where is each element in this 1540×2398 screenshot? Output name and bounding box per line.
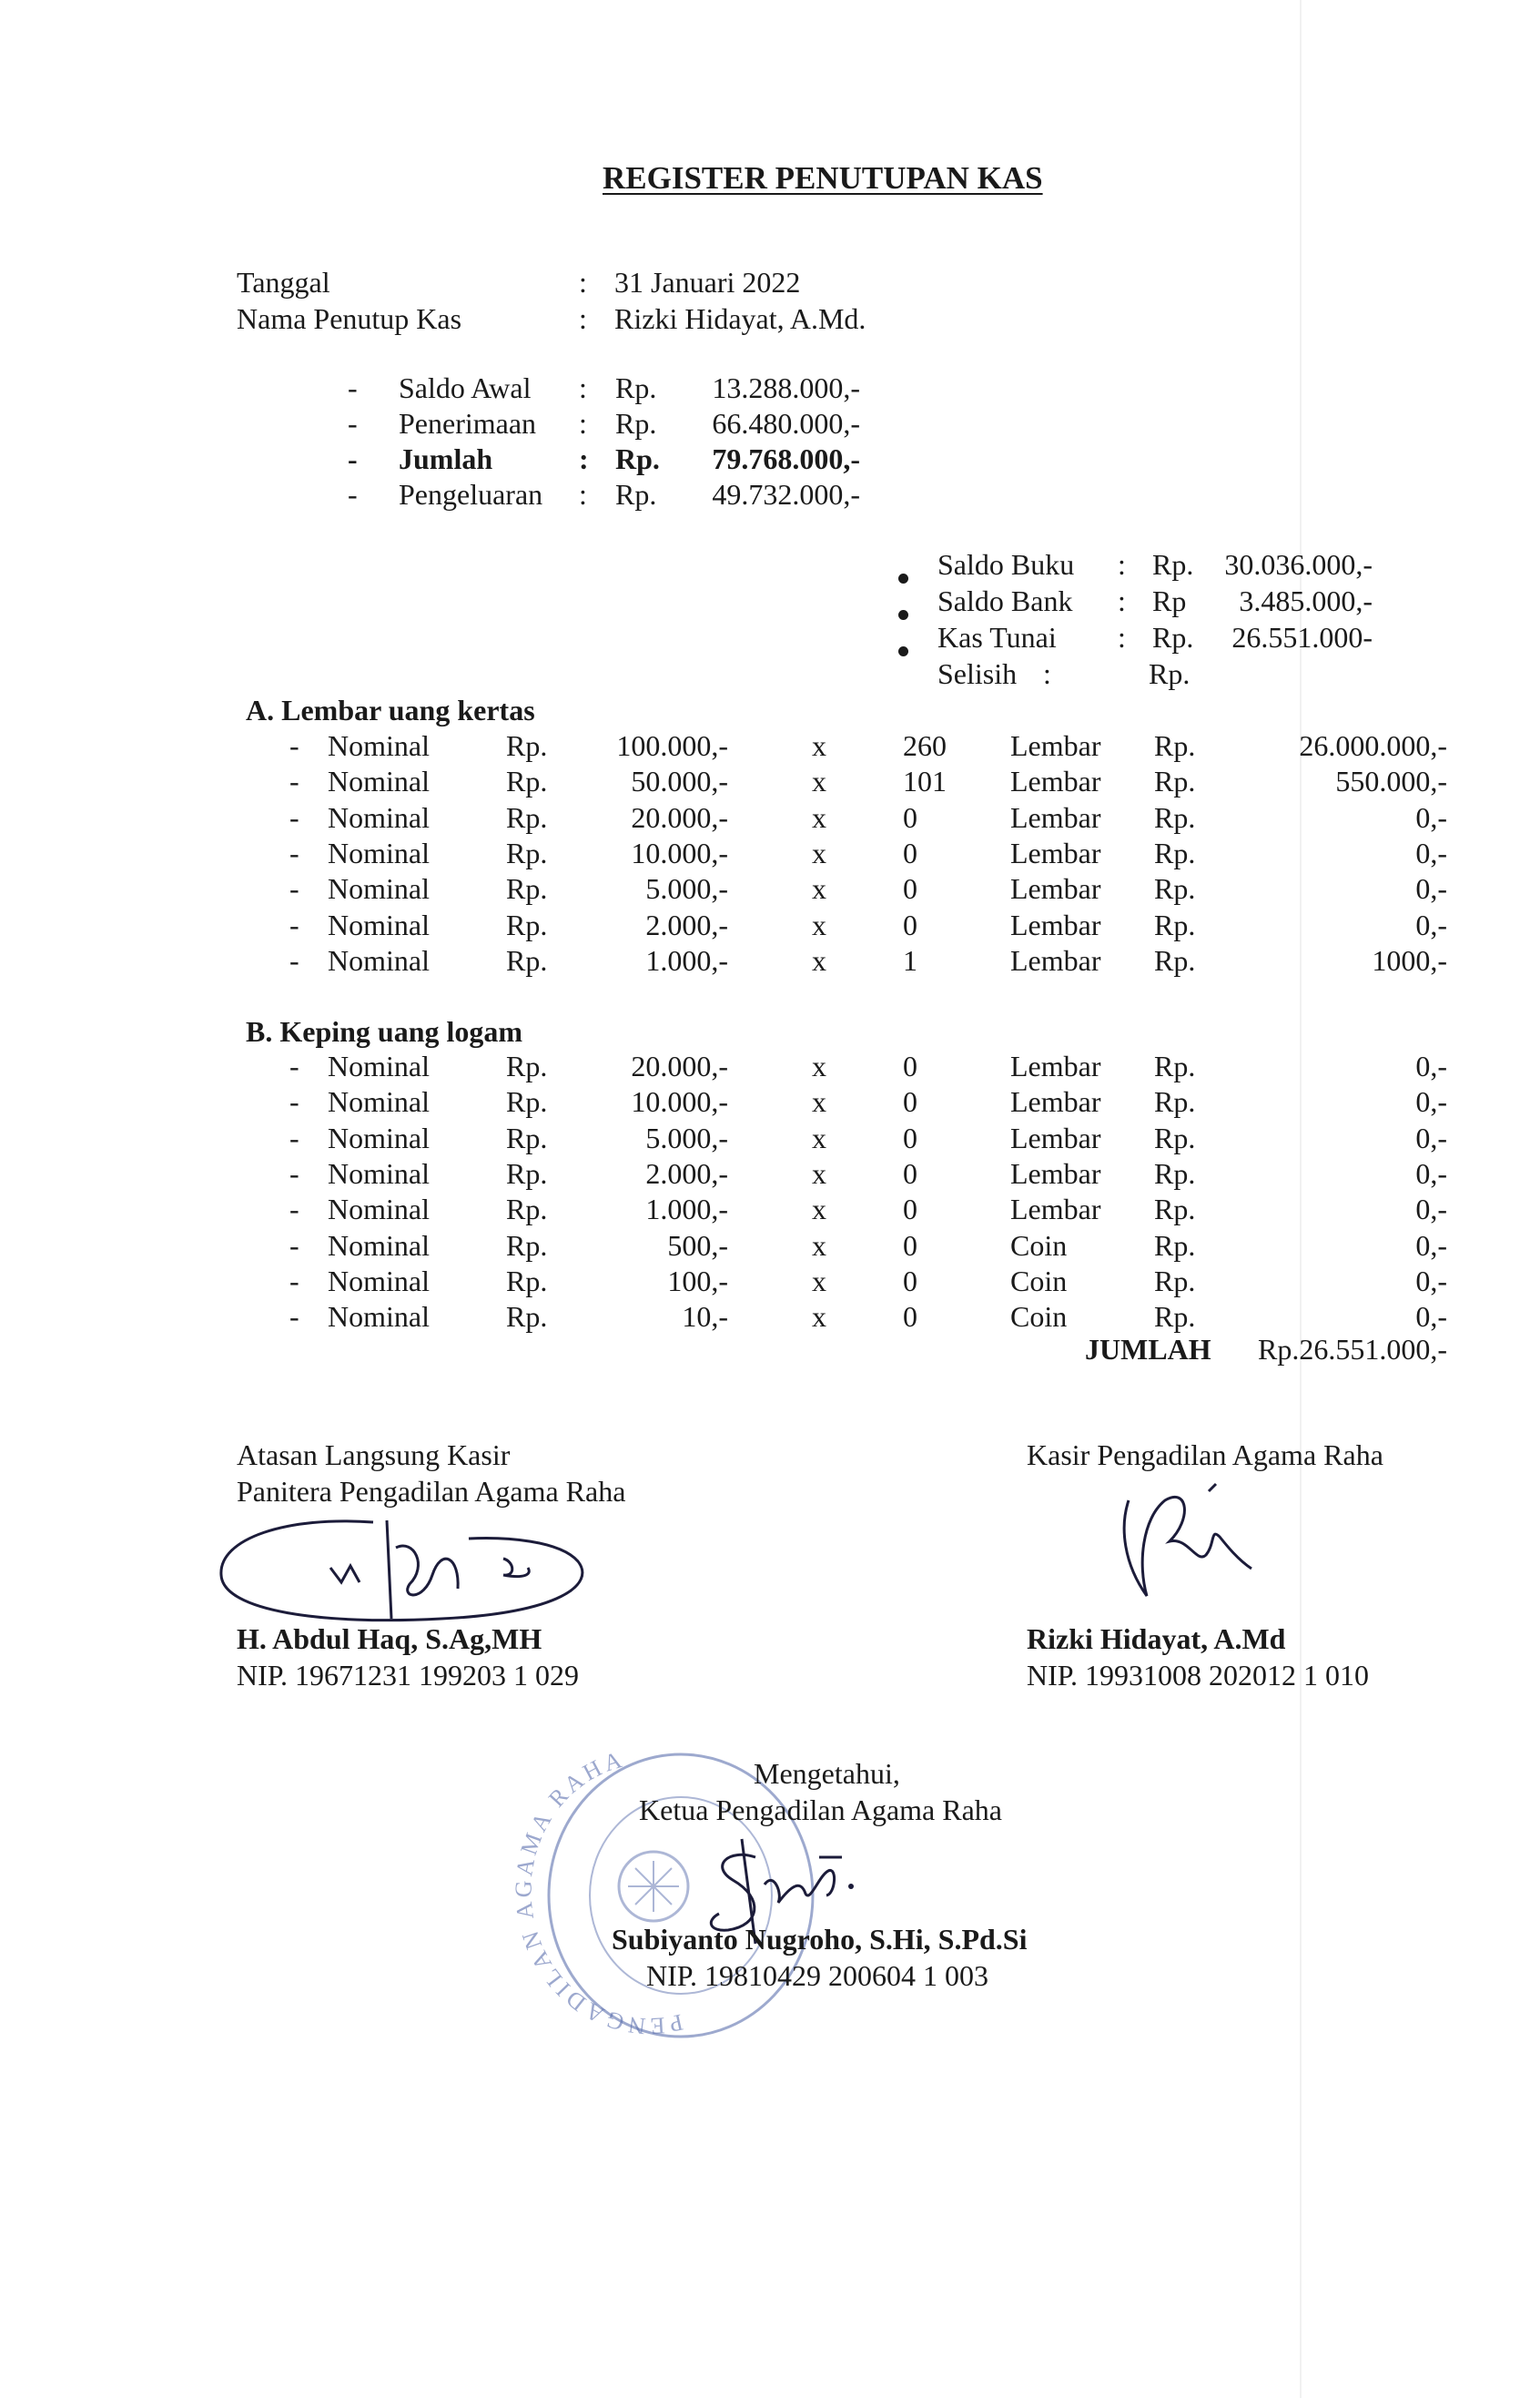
center-sign-line2: Ketua Pengadilan Agama Raha: [639, 1793, 1002, 1826]
row-multiply: x: [812, 1050, 826, 1082]
row-nominal: 20.000,-: [631, 800, 728, 834]
row-multiply: x: [812, 1300, 826, 1334]
summary-colon: :: [579, 371, 587, 404]
row-label: Nominal: [328, 1228, 430, 1262]
left-sign-name: H. Abdul Haq, S.Ag,MH: [237, 1622, 542, 1655]
row-multiply: x: [812, 1228, 826, 1262]
total-label: JUMLAH: [1085, 1333, 1211, 1366]
row-count: 0: [903, 1264, 917, 1297]
row-dash: -: [289, 1228, 299, 1262]
row-currency: Rp.: [506, 872, 548, 906]
row-nominal: 10.000,-: [631, 836, 728, 869]
balance-amount: 3.485.000,-: [1239, 584, 1373, 617]
row-currency: Rp.: [506, 1193, 548, 1226]
row-dash: -: [289, 1121, 299, 1154]
row-total: 0,-: [1415, 872, 1447, 906]
row-count: 0: [903, 1300, 917, 1334]
bullet-icon: [898, 610, 908, 620]
center-sign-line1: Mengetahui,: [754, 1757, 900, 1790]
balance-currency: Rp.: [1152, 621, 1194, 654]
row-currency-2: Rp.: [1154, 1228, 1196, 1262]
row-label: Nominal: [328, 836, 430, 869]
row-dash: -: [289, 1085, 299, 1119]
row-total: 0,-: [1415, 1085, 1447, 1119]
row-count: 1: [903, 943, 917, 977]
row-label: Nominal: [328, 872, 430, 906]
row-nominal: 500,-: [667, 1228, 728, 1262]
row-count: 0: [903, 800, 917, 834]
summary-label: Penerimaan: [399, 407, 537, 440]
bullet-icon: [898, 632, 908, 661]
row-multiply: x: [812, 765, 826, 798]
row-currency-2: Rp.: [1154, 1193, 1196, 1226]
summary-currency: Rp.: [615, 371, 657, 404]
row-unit: Coin: [1010, 1228, 1068, 1262]
row-currency: Rp.: [506, 729, 548, 762]
row-nominal: 1.000,-: [645, 943, 728, 977]
penutup-label: Nama Penutup Kas: [237, 302, 462, 335]
row-currency: Rp.: [506, 800, 548, 834]
right-sign-line1: Kasir Pengadilan Agama Raha: [1027, 1438, 1383, 1471]
row-total: 1000,-: [1372, 943, 1447, 977]
row-currency-2: Rp.: [1154, 943, 1196, 977]
row-multiply: x: [812, 1085, 826, 1119]
row-label: Nominal: [328, 1121, 430, 1154]
left-signature-icon: [214, 1511, 596, 1630]
balance-amount: 26.551.000-: [1231, 621, 1373, 654]
balance-currency: Rp.: [1152, 548, 1194, 581]
tanggal-label: Tanggal: [237, 266, 330, 299]
row-unit: Lembar: [1010, 729, 1101, 762]
row-currency: Rp.: [506, 1264, 548, 1297]
row-currency-2: Rp.: [1154, 908, 1196, 941]
row-multiply: x: [812, 1121, 826, 1154]
row-dash: -: [289, 1264, 299, 1297]
row-total: 550.000,-: [1335, 765, 1447, 798]
row-count: 0: [903, 1228, 917, 1262]
row-unit: Lembar: [1010, 765, 1101, 798]
right-signature-icon: [1101, 1473, 1265, 1610]
left-sign-line2: Panitera Pengadilan Agama Raha: [237, 1475, 626, 1508]
row-multiply: x: [812, 800, 826, 834]
row-dash: -: [289, 836, 299, 869]
row-label: Nominal: [328, 1193, 430, 1226]
penutup-value: Rizki Hidayat, A.Md.: [614, 302, 866, 335]
row-label: Nominal: [328, 1050, 430, 1082]
row-count: 0: [903, 1156, 917, 1190]
summary-dash: -: [348, 371, 358, 404]
row-label: Nominal: [328, 908, 430, 941]
row-dash: -: [289, 1300, 299, 1334]
summary-dash: -: [348, 442, 358, 475]
section-b-heading: B. Keping uang logam: [246, 1015, 523, 1048]
summary-dash: -: [348, 478, 358, 511]
row-nominal: 50.000,-: [631, 765, 728, 798]
row-multiply: x: [812, 1264, 826, 1297]
row-multiply: x: [812, 1193, 826, 1226]
row-nominal: 10,-: [682, 1300, 728, 1334]
row-unit: Coin: [1010, 1264, 1068, 1297]
row-multiply: x: [812, 729, 826, 762]
row-count: 260: [903, 729, 947, 762]
row-multiply: x: [812, 943, 826, 977]
penutup-colon: :: [579, 302, 587, 335]
row-dash: -: [289, 765, 299, 798]
row-currency: Rp.: [506, 1156, 548, 1190]
summary-label: Saldo Awal: [399, 371, 532, 404]
row-label: Nominal: [328, 729, 430, 762]
row-count: 0: [903, 836, 917, 869]
row-currency-2: Rp.: [1154, 1300, 1196, 1334]
row-total: 0,-: [1415, 1156, 1447, 1190]
row-label: Nominal: [328, 1156, 430, 1190]
row-total: 0,-: [1415, 908, 1447, 941]
row-currency-2: Rp.: [1154, 1050, 1196, 1082]
center-sign-name: Subiyanto Nugroho, S.Hi, S.Pd.Si: [612, 1923, 1028, 1956]
row-total: 0,-: [1415, 1264, 1447, 1297]
balance-colon: :: [1118, 548, 1126, 581]
tanggal-colon: :: [579, 266, 587, 299]
balance-label: Saldo Bank: [937, 584, 1073, 617]
row-unit: Lembar: [1010, 1050, 1101, 1082]
row-unit: Lembar: [1010, 1085, 1101, 1119]
section-a-heading: A. Lembar uang kertas: [246, 694, 535, 727]
row-multiply: x: [812, 872, 826, 906]
row-currency: Rp.: [506, 836, 548, 869]
row-multiply: x: [812, 908, 826, 941]
row-count: 0: [903, 1050, 917, 1082]
row-unit: Lembar: [1010, 943, 1101, 977]
summary-currency: Rp.: [615, 478, 657, 511]
summary-dash: -: [348, 407, 358, 440]
summary-label: Pengeluaran: [399, 478, 543, 511]
bullet-icon: [898, 559, 908, 588]
bullet-icon: [898, 646, 908, 656]
row-currency-2: Rp.: [1154, 1264, 1196, 1297]
selisih-currency: Rp.: [1149, 657, 1190, 690]
left-sign-line1: Atasan Langsung Kasir: [237, 1438, 511, 1471]
row-currency-2: Rp.: [1154, 765, 1196, 798]
total-amount: Rp.26.551.000,-: [1258, 1333, 1447, 1366]
row-currency: Rp.: [506, 943, 548, 977]
row-unit: Coin: [1010, 1300, 1068, 1334]
summary-amount: 79.768.000,-: [712, 442, 860, 475]
row-total: 0,-: [1415, 1228, 1447, 1262]
selisih-colon: :: [1043, 657, 1051, 690]
row-dash: -: [289, 908, 299, 941]
row-count: 0: [903, 1085, 917, 1119]
row-total: 0,-: [1415, 1193, 1447, 1226]
summary-currency: Rp.: [615, 407, 657, 440]
summary-amount: 66.480.000,-: [712, 407, 860, 440]
row-nominal: 100.000,-: [616, 729, 728, 762]
right-sign-name: Rizki Hidayat, A.Md: [1027, 1622, 1286, 1655]
balance-colon: :: [1118, 621, 1126, 654]
balance-label: Kas Tunai: [937, 621, 1057, 654]
balance-label: Saldo Buku: [937, 548, 1075, 581]
row-total: 0,-: [1415, 1050, 1447, 1082]
row-unit: Lembar: [1010, 908, 1101, 941]
center-sign-nip: NIP. 19810429 200604 1 003: [646, 1959, 989, 1992]
balance-currency: Rp: [1152, 584, 1187, 617]
row-nominal: 5.000,-: [645, 1121, 728, 1154]
bullet-icon: [898, 595, 908, 625]
row-currency: Rp.: [506, 1085, 548, 1119]
row-currency: Rp.: [506, 908, 548, 941]
row-currency: Rp.: [506, 1300, 548, 1334]
balance-amount: 30.036.000,-: [1224, 548, 1373, 581]
row-currency: Rp.: [506, 765, 548, 798]
row-nominal: 5.000,-: [645, 872, 728, 906]
right-sign-nip: NIP. 19931008 202012 1 010: [1027, 1659, 1370, 1692]
row-unit: Lembar: [1010, 872, 1101, 906]
row-nominal: 100,-: [667, 1264, 728, 1297]
row-nominal: 10.000,-: [631, 1085, 728, 1119]
row-currency-2: Rp.: [1154, 800, 1196, 834]
row-count: 0: [903, 1193, 917, 1226]
summary-colon: :: [579, 478, 587, 511]
row-currency: Rp.: [506, 1121, 548, 1154]
row-label: Nominal: [328, 765, 430, 798]
row-nominal: 2.000,-: [645, 1156, 728, 1190]
row-currency-2: Rp.: [1154, 872, 1196, 906]
row-currency-2: Rp.: [1154, 1156, 1196, 1190]
row-nominal: 2.000,-: [645, 908, 728, 941]
balance-colon: :: [1118, 584, 1126, 617]
row-total: 0,-: [1415, 1300, 1447, 1334]
row-total: 0,-: [1415, 836, 1447, 869]
row-currency-2: Rp.: [1154, 1085, 1196, 1119]
row-currency: Rp.: [506, 1228, 548, 1262]
row-dash: -: [289, 1050, 299, 1082]
row-nominal: 1.000,-: [645, 1193, 728, 1226]
row-unit: Lembar: [1010, 836, 1101, 869]
summary-amount: 13.288.000,-: [712, 371, 860, 404]
svg-text:PENGADILAN AGAMA RAHA: PENGADILAN AGAMA RAHA: [510, 1745, 685, 2040]
row-currency-2: Rp.: [1154, 729, 1196, 762]
row-total: 0,-: [1415, 800, 1447, 834]
row-unit: Lembar: [1010, 800, 1101, 834]
row-dash: -: [289, 1156, 299, 1190]
summary-colon: :: [579, 442, 589, 475]
selisih-label: Selisih: [937, 657, 1018, 690]
row-currency-2: Rp.: [1154, 1121, 1196, 1154]
row-nominal: 20.000,-: [631, 1050, 728, 1082]
row-unit: Lembar: [1010, 1193, 1101, 1226]
row-count: 0: [903, 908, 917, 941]
row-dash: -: [289, 872, 299, 906]
row-multiply: x: [812, 836, 826, 869]
bullet-icon: [898, 574, 908, 584]
row-total: 26.000.000,-: [1299, 729, 1447, 762]
row-total: 0,-: [1415, 1121, 1447, 1154]
row-dash: -: [289, 729, 299, 762]
row-dash: -: [289, 943, 299, 977]
row-unit: Lembar: [1010, 1121, 1101, 1154]
row-label: Nominal: [328, 1085, 430, 1119]
document-title: REGISTER PENUTUPAN KAS: [603, 160, 1043, 196]
summary-amount: 49.732.000,-: [712, 478, 860, 511]
row-label: Nominal: [328, 943, 430, 977]
row-label: Nominal: [328, 1264, 430, 1297]
row-currency-2: Rp.: [1154, 836, 1196, 869]
row-currency: Rp.: [506, 1050, 548, 1082]
summary-colon: :: [579, 407, 587, 440]
row-dash: -: [289, 800, 299, 834]
tanggal-value: 31 Januari 2022: [614, 266, 801, 299]
summary-label: Jumlah: [399, 442, 493, 475]
row-label: Nominal: [328, 1300, 430, 1334]
row-multiply: x: [812, 1156, 826, 1190]
row-count: 101: [903, 765, 947, 798]
row-unit: Lembar: [1010, 1156, 1101, 1190]
row-label: Nominal: [328, 800, 430, 834]
summary-currency: Rp.: [615, 442, 660, 475]
row-count: 0: [903, 872, 917, 906]
row-dash: -: [289, 1193, 299, 1226]
left-sign-nip: NIP. 19671231 199203 1 029: [237, 1659, 580, 1692]
row-count: 0: [903, 1121, 917, 1154]
